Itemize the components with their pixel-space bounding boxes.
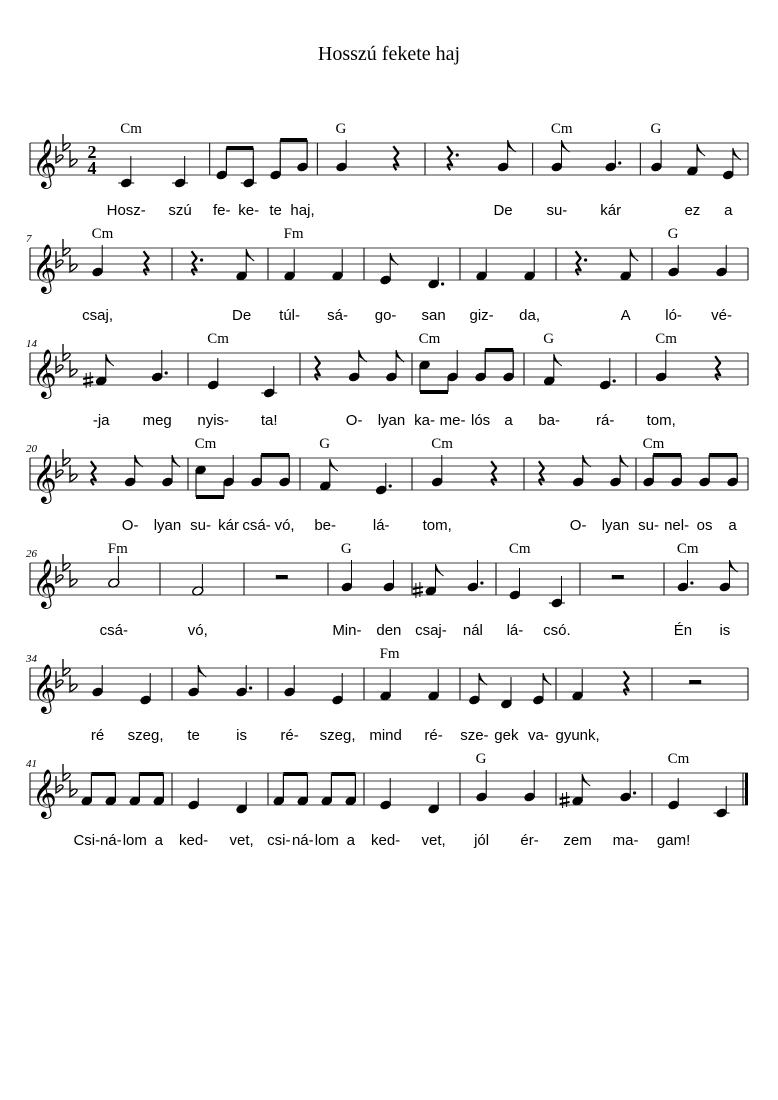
lyric-syllable: gyunk, [555,727,600,744]
chord-symbol: Cm [418,331,441,347]
lyric-syllable: giz- [469,307,494,324]
dot [584,258,587,261]
eighth-flag [330,459,338,471]
dot [618,161,621,164]
half-rest [276,575,288,579]
lyric-syllable: a [504,412,513,429]
lyric-syllable: ka- [414,412,436,429]
dot [441,282,444,285]
eighth-flag [620,455,628,467]
lyric-syllable: vé- [711,307,733,324]
key-signature-flat [63,134,70,151]
lyric-syllable: gam! [656,832,691,849]
chord-symbol: Cm [91,226,114,242]
lyric-syllable: sze- [460,727,489,744]
lyric-syllable: ez [684,202,701,219]
lyric-syllable: vet, [229,832,254,849]
lyric-syllable: szú [168,202,192,219]
key-signature-flat [70,255,77,272]
eighth-flag [582,774,590,786]
eighth-flag [583,455,591,467]
key-signature-flat [63,449,70,466]
key-signature-flat [63,344,70,361]
sharp-bar [413,592,423,594]
time-signature-bottom: 4 [87,158,97,178]
lyric-syllable: is [236,727,248,744]
lyric-syllable: a [346,832,355,849]
key-signature-flat [70,570,77,587]
lyric-syllable: be- [314,517,337,534]
dot [249,686,252,689]
key-signature-flat [56,566,63,583]
lyric-syllable: tom, [646,412,676,429]
song-title: Hosszú fekete haj [317,43,461,65]
lyric-syllable: ré- [424,727,443,744]
chord-symbol: Fm [283,226,304,242]
lyric-syllable: sá- [327,307,349,324]
lyric-syllable: os [696,517,713,534]
lyric-syllable: go- [374,307,397,324]
key-signature-flat [56,146,63,163]
chord-symbol: Cm [120,121,142,137]
key-signature-flat [56,671,63,688]
lyric-syllable: a [728,517,737,534]
chord-symbol: Cm [642,436,665,452]
lyric-syllable: mind [369,727,402,744]
chord-symbol: G [543,331,555,347]
chord-symbol: Fm [379,646,400,662]
lyric-syllable: O- [345,412,363,429]
lyric-syllable: su- [638,517,660,534]
lyric-syllable: O- [121,517,139,534]
lyric-syllable: -ja [92,412,110,429]
eighth-flag [359,350,367,362]
key-signature-flat [70,675,77,692]
lyric-syllable: meg [142,412,172,429]
lyric-syllable: ke- [238,202,260,219]
chord-symbol: G [340,541,352,557]
eighth-flag [554,354,562,366]
score-systems [25,121,748,849]
sharp-bar [560,802,570,804]
lyric-syllable: fe- [213,202,231,219]
key-signature-flat [56,776,63,793]
lyric-syllable: lós [471,412,491,429]
chord-symbol: Fm [107,541,128,557]
lyric-syllable: nel- [664,517,690,534]
dot [613,379,616,382]
chord-symbol: Cm [550,121,573,137]
key-signature-flat [63,554,70,571]
chord-symbol: Cm [431,436,453,452]
measure-number: 20 [26,443,37,455]
lyric-syllable: zem [563,832,592,849]
key-signature-flat [70,465,77,482]
lyric-syllable: csi- [267,832,291,849]
dot [165,371,168,374]
lyric-syllable: vet, [421,832,446,849]
lyric-syllable: Min- [332,622,362,639]
eighth-flag [198,665,206,677]
lyric-syllable: ma- [612,832,639,849]
treble-clef: 𝄞 [32,663,57,712]
lyric-syllable: De [493,202,513,219]
chord-symbol: G [650,121,662,137]
system [26,541,748,639]
system [26,436,748,534]
dot [690,581,693,584]
lyric-syllable: vó, [187,622,208,639]
lyric-syllable: su- [190,517,212,534]
measure-number: 14 [26,338,37,350]
measure-number: 26 [26,548,37,560]
eighth-flag [733,148,741,160]
measure-number: 7 [26,233,32,245]
treble-clef: 𝄞 [32,138,57,187]
lyric-syllable: a [724,202,733,219]
system [30,121,748,219]
eighth-flag [697,144,705,156]
lyric-syllable: te [187,727,200,744]
key-signature-flat [56,356,63,373]
lyric-syllable: csaj, [82,307,114,324]
lyric-syllable: szeg, [319,727,356,744]
dot [389,484,392,487]
lyric-syllable: san [421,307,446,324]
final-barline-thick [745,773,748,805]
quarter-rest [447,146,452,170]
dot [480,581,483,584]
lyric-syllable: rá- [596,412,615,429]
lyric-syllable: a [154,832,163,849]
chord-symbol: G [319,436,331,452]
eighth-flag [543,673,551,685]
sharp-accidental [560,792,570,808]
lyric-syllable: va- [527,727,549,744]
lyric-syllable: lá- [372,517,390,534]
treble-clef: 𝄞 [32,768,57,817]
lyric-syllable: kár [600,202,622,219]
lyric-syllable: vó, [274,517,295,534]
half-rest [612,575,624,579]
system [26,751,748,849]
half-rest [689,680,701,684]
key-signature-flat [70,360,77,377]
lyric-syllable: Csi- [73,832,101,849]
lyric-syllable: csá- [99,622,128,639]
lyric-syllable: ré- [280,727,299,744]
chord-symbol: G [335,121,347,137]
eighth-flag [246,249,254,261]
sharp-accidental [413,582,423,598]
sharp-bar [83,382,93,384]
lyric-syllable: nál [462,622,483,639]
system [26,226,748,324]
dot [633,791,636,794]
lyric-syllable: A [620,307,631,324]
system [26,331,748,429]
sharp-accidental [83,372,93,388]
lyric-syllable: ná- [99,832,122,849]
quarter-rest [393,146,398,170]
key-signature-flat [56,251,63,268]
eighth-flag [508,140,516,152]
lyric-syllable: ta! [260,412,278,429]
chord-symbol: Cm [667,751,690,767]
lyric-syllable: túl- [279,307,301,324]
lyric-syllable: lom [314,832,339,849]
lyric-syllable: gek [494,727,519,744]
chord-symbol: Cm [508,541,531,557]
lyric-syllable: su- [546,202,568,219]
time-signature-top: 2 [87,142,97,162]
key-signature-flat [70,780,77,797]
treble-clef: 𝄞 [32,453,57,502]
dot [200,258,203,261]
lyric-syllable: csó. [543,622,571,639]
lyric-syllable: ná- [291,832,314,849]
lyric-syllable: jól [474,832,490,849]
lyric-syllable: O- [569,517,587,534]
lyric-syllable: te [269,202,282,219]
chord-symbol: Cm [655,331,677,347]
lyric-syllable: lá- [506,622,524,639]
system [25,646,748,744]
lyric-syllable: csaj- [415,622,447,639]
lyric-syllable: nyis- [197,412,230,429]
key-signature-flat [63,239,70,256]
chord-symbol: Cm [676,541,699,557]
treble-clef: 𝄞 [32,243,57,292]
treble-clef: 𝄞 [32,348,57,397]
lyric-syllable: me- [439,412,466,429]
lyric-syllable: ked- [371,832,401,849]
lyric-syllable: da, [519,307,541,324]
key-signature-flat [70,150,77,167]
eighth-flag [172,455,180,467]
lyric-syllable: den [376,622,402,639]
dot [456,153,459,156]
lyric-syllable: De [232,307,252,324]
lyric-syllable: kár [218,517,240,534]
lyric-syllable: lom [122,832,147,849]
lyric-syllable: ré [90,727,105,744]
lyric-syllable: Én [673,622,693,639]
treble-clef: 𝄞 [32,558,57,607]
chord-symbol: Cm [194,436,217,452]
chord-symbol: G [667,226,679,242]
key-signature-flat [63,659,70,676]
eighth-flag [561,140,569,152]
key-signature-flat [63,764,70,781]
eighth-flag [106,354,114,366]
eighth-flag [390,253,398,265]
lyric-syllable: is [719,622,731,639]
lyric-syllable: lyan [377,412,406,429]
eighth-flag [436,564,444,576]
lyric-syllable: ló- [665,307,682,324]
lyric-syllable: tom, [422,517,452,534]
eighth-flag [730,560,738,572]
key-signature-flat [56,461,63,478]
eighth-flag [630,249,638,261]
lyric-syllable: csá- [242,517,271,534]
lyric-syllable: szeg, [127,727,164,744]
lyric-syllable: ba- [538,412,561,429]
lyric-syllable: lyan [601,517,630,534]
measure-number: 41 [26,758,37,770]
lyric-syllable: lyan [153,517,182,534]
lyric-syllable: haj, [290,202,315,219]
eighth-flag [135,455,143,467]
lyric-syllable: ked- [179,832,209,849]
chord-symbol: G [475,751,487,767]
eighth-flag [479,673,487,685]
chord-symbol: Cm [207,331,229,347]
lyric-syllable: Hosz- [106,202,146,219]
lyric-syllable: ér- [520,832,539,849]
eighth-flag [396,350,404,362]
measure-number: 34 [26,653,37,665]
